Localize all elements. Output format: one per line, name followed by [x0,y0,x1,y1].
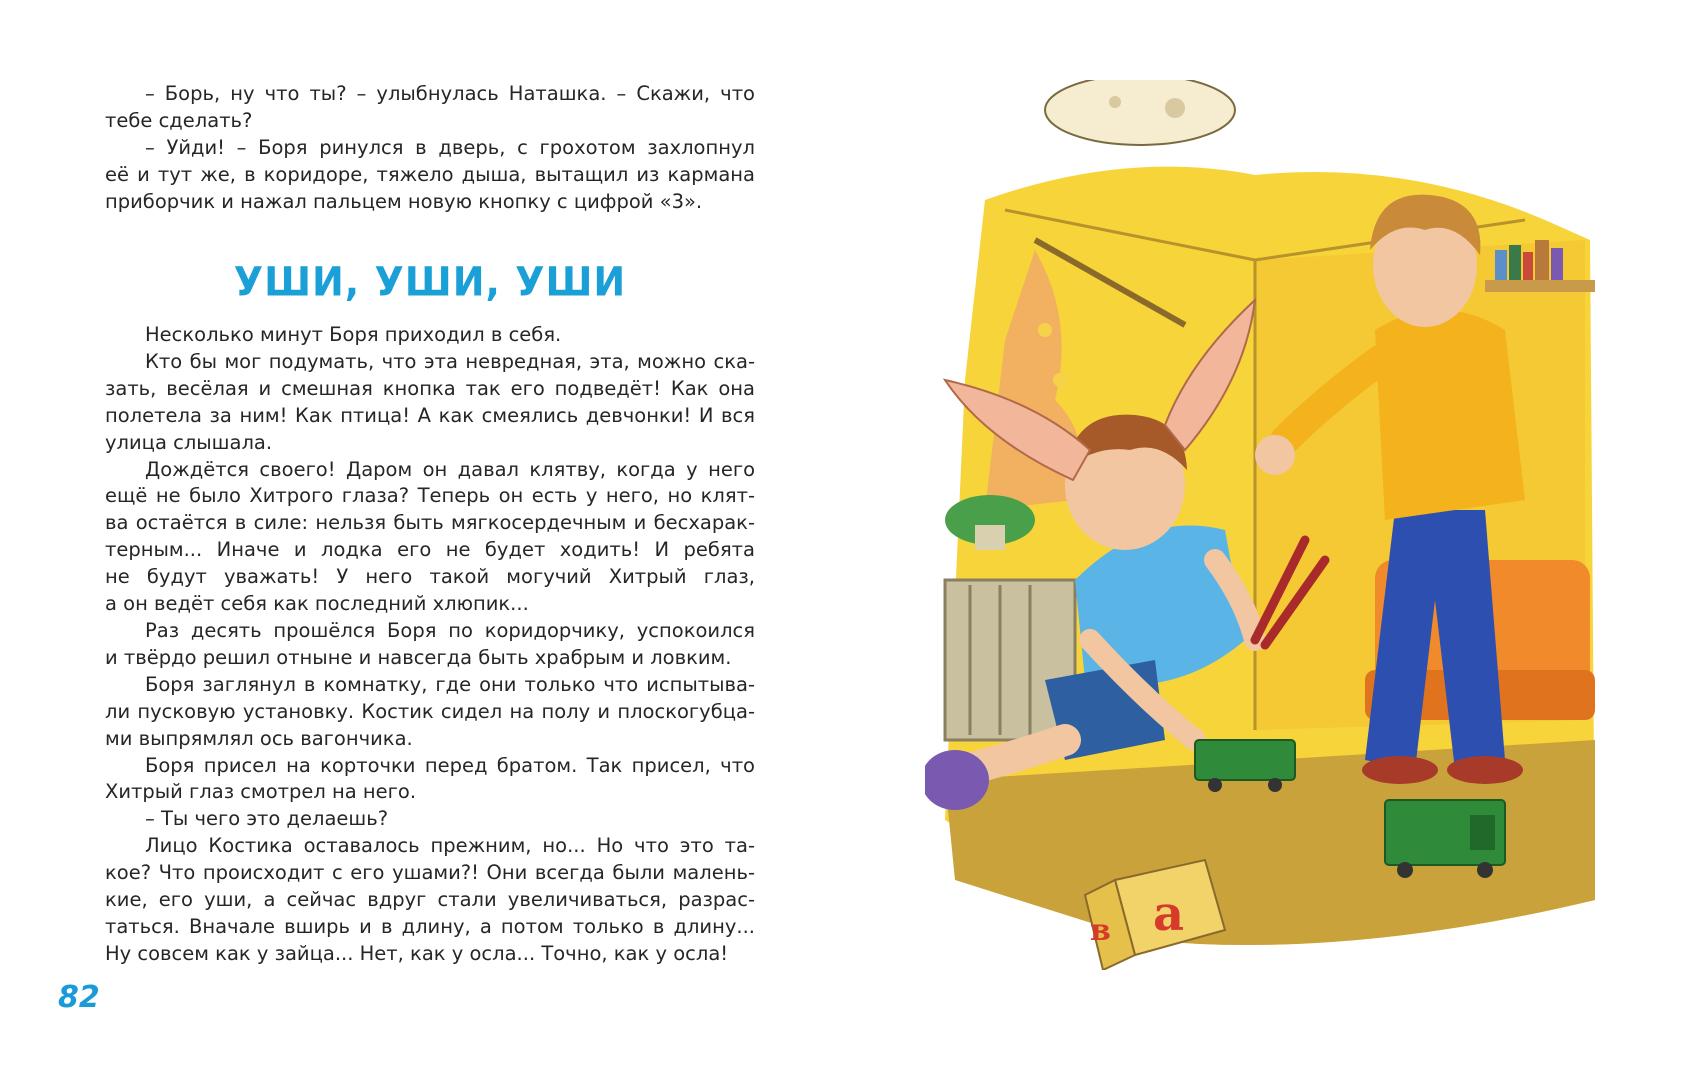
older-boy-hand [1255,435,1295,475]
book [1535,240,1549,280]
body-text [105,322,755,968]
chapter-title: УШИ, УШИ, УШИ [233,258,627,306]
lamp-spot [1109,96,1121,108]
curtain-dot [1053,373,1067,387]
illustration [925,80,1605,970]
text-line: Дождётся своего! Даром он давал клятву, когда у него [145,457,755,481]
text-line: её и тут же, в коридоре, тяжело дыша, вытащил из кармана [105,162,755,186]
ceiling-lamp [1045,80,1235,145]
text-line: Кто бы мог подумать, что эта невредная, эта, можно ска- [145,349,755,373]
text-line: Боря присел на корточки перед братом. Так присел, что [145,753,755,777]
text-line: ми выпрямлял ось вагончика. [105,726,413,750]
text-line: Боря заглянул в комнатку, где они только что испытыва- [145,672,755,696]
text-line: Раз десять прошёлся Боря по коридорчику, успокоился [145,618,755,642]
text-line: тебе сделать? [105,108,253,132]
text-line: кое? Что происходит с его ушами?! Они всегда были малень- [105,861,755,885]
text-line: ли пусковую установку. Костик сидел на полу и плоскогубца- [105,699,755,723]
text-line: полетела за ним! Как птица! А как смеялись девчонки! И вся [105,403,755,427]
text-line: Хитрый глаз смотрел на него. [105,780,417,804]
text-line: ва остаётся в силе: нельзя быть мягкосердечным и бесхарак- [105,511,755,535]
text-line: не будут уважать! У него такой могучий Хитрый глаз, [105,565,755,589]
text-line: приборчик и нажал пальцем новую кнопку с цифрой «3». [105,189,703,213]
text-line: и твёрдо решил отныне и навсегда быть храбрым и ловким. [105,645,732,669]
block-letter: в [1090,913,1111,948]
page-number: 82 [58,980,100,1015]
text-line: ещё не было Хитрого глаза? Теперь он есть у него, но клят- [105,484,755,508]
top-text [105,81,755,216]
curtain-dot [1038,323,1052,337]
plant-pot [975,525,1005,550]
toy-train-car [1195,740,1295,780]
text-line: – Борь, ну что ты? – улыбнулась Наташка. – Скажи, что [145,82,755,105]
book [1495,250,1507,280]
lamp-spot [1165,98,1185,118]
text-line: Лицо Костика оставалось прежним, но... Но что это та- [145,834,755,858]
block-letter: а [1153,886,1185,942]
text-line: – Уйди! – Боря ринулся в дверь, с грохотом захлопнул [145,135,755,159]
shoe [1362,756,1438,784]
text-line: Несколько минут Боря приходил в себя. [145,323,562,346]
older-boy-shirt [1375,310,1525,520]
shoe [1447,756,1523,784]
bookshelf [1485,280,1595,292]
text-line: таться. Вначале вширь и в длину, а потом только в длину... [105,914,755,938]
book [1509,245,1521,280]
text-line: терным... Иначе и лодка его не будет ходить! И ребята [105,538,755,562]
text-line: а он ведёт себя как последний хлюпик... [105,592,529,616]
text-line: кие, его уши, а сейчас вдруг стали увеличиваться, разрас- [105,888,755,912]
text-line: – Ты чего это делаешь? [145,807,389,831]
text-line: Ну совсем как у зайца... Нет, как у осла... Точно, как у осла! [105,941,729,965]
text-line: зать, весёлая и смешная кнопка так его подведёт! Как она [105,376,755,400]
text-line: улица слышала. [105,430,273,454]
book [1523,252,1533,280]
book [1551,248,1563,280]
